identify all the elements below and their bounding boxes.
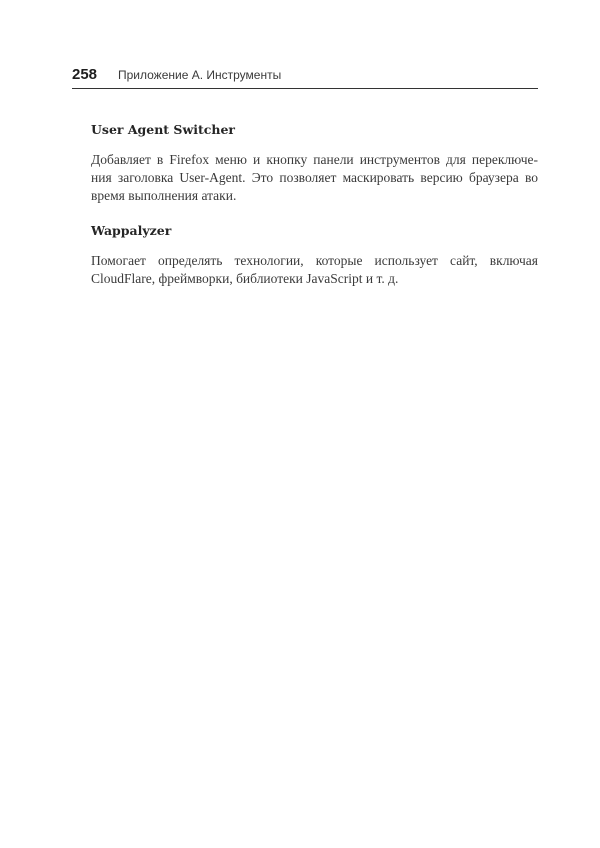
section-paragraph xyxy=(91,151,538,205)
page-number: 258 xyxy=(72,66,98,83)
page-content xyxy=(91,120,538,304)
paragraph-line: Добавляет в Firefox меню и кнопку панели инструментов для переключе- xyxy=(91,152,538,167)
section-wappalyzer xyxy=(91,221,538,288)
paragraph-line: время выполнения атаки. xyxy=(91,188,237,203)
page-header xyxy=(72,64,538,89)
paragraph-line: CloudFlare, фреймворки, библиотеки JavaScript и т. д. xyxy=(91,271,399,286)
running-title: Приложение А. Инструменты xyxy=(118,68,282,82)
section-heading: User Agent Switcher xyxy=(91,122,235,137)
section-user-agent-switcher xyxy=(91,120,538,205)
paragraph-line: Помогает определять технологии, которые использует сайт, включая xyxy=(91,253,538,268)
paragraph-line: ния заголовка User-Agent. Это позволяет маскировать версию браузера во xyxy=(91,170,538,185)
section-paragraph xyxy=(91,252,538,288)
section-heading: Wappalyzer xyxy=(91,223,172,238)
